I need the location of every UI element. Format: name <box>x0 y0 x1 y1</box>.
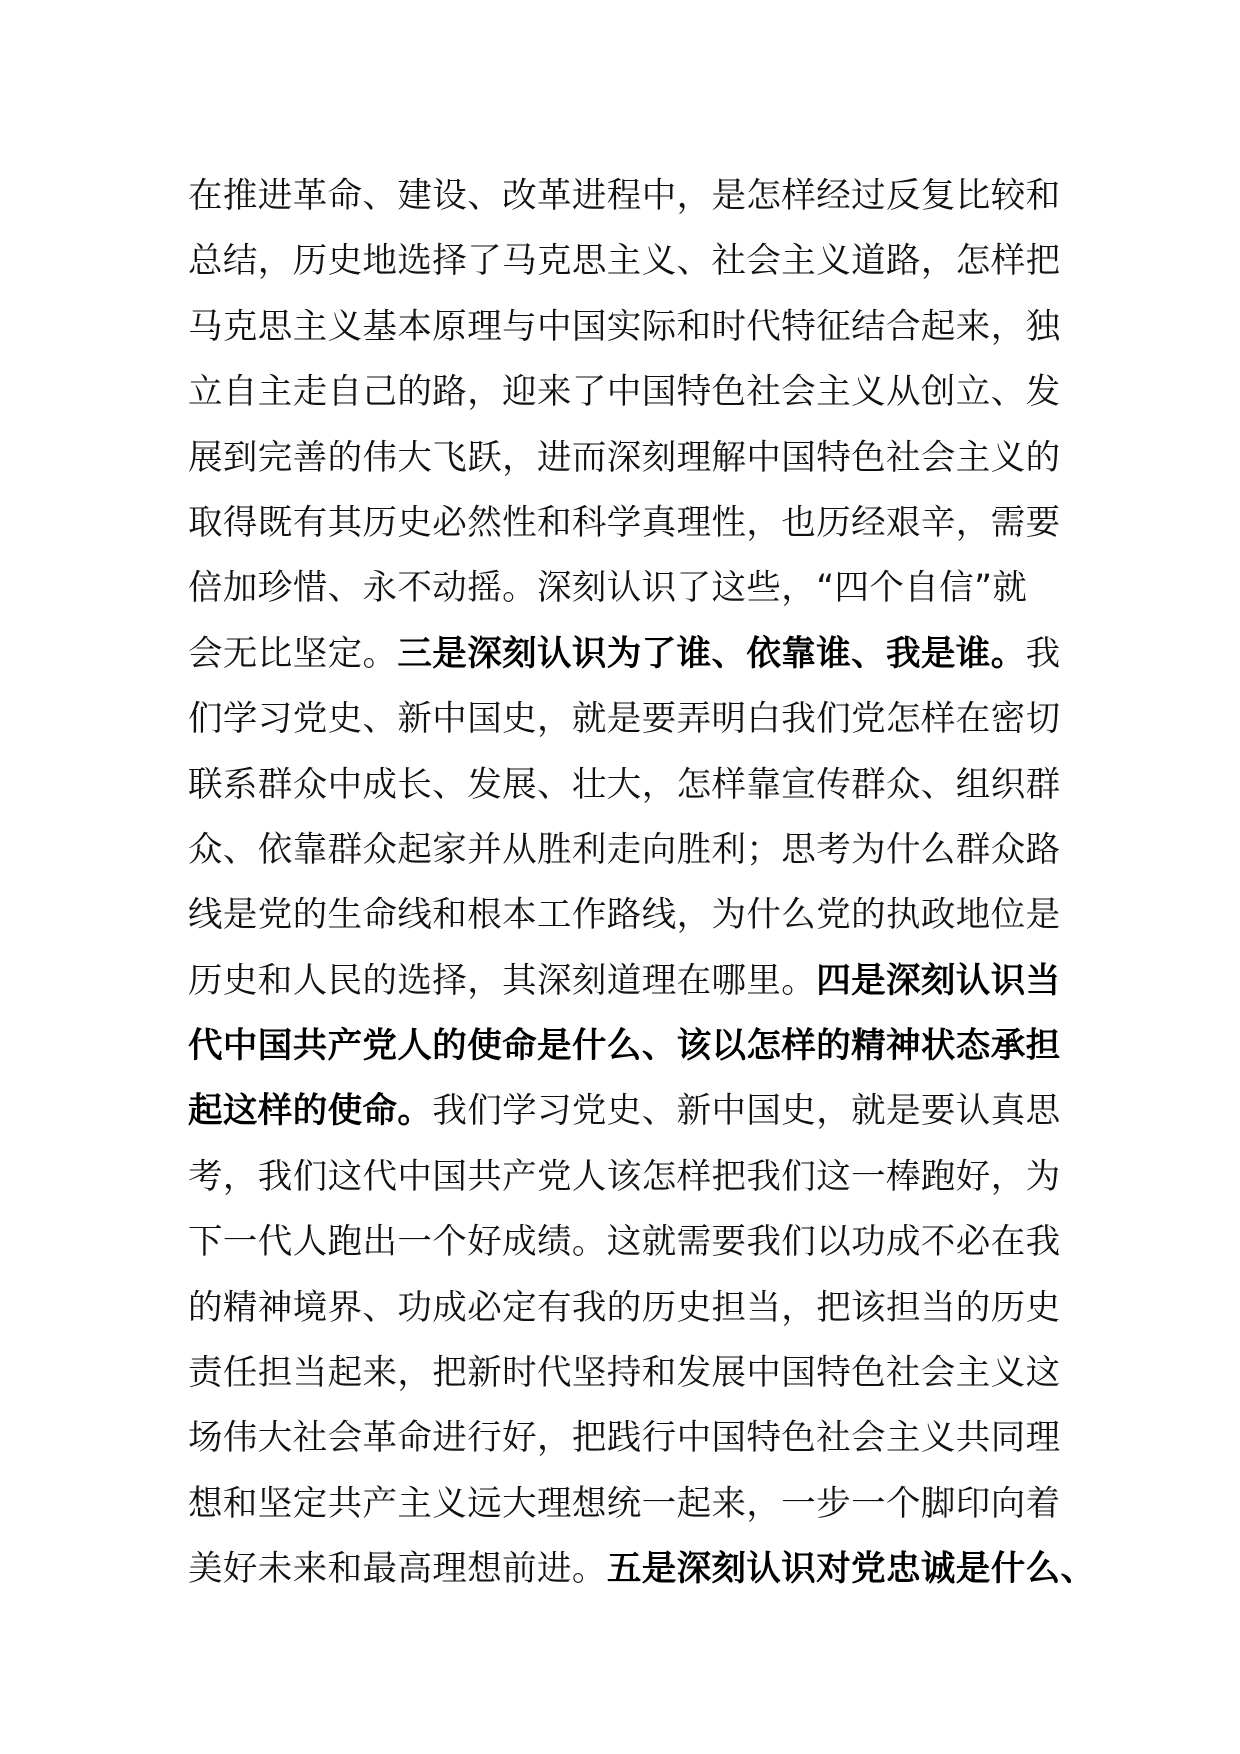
body-text: 我们学习党史、新中国史，就是要认真思 <box>432 1091 1061 1132</box>
body-paragraph <box>188 164 1096 1603</box>
bold-heading-text: 起这样的使命。 <box>188 1091 433 1132</box>
text-line <box>188 622 1068 687</box>
text-line <box>188 360 1068 425</box>
text-line <box>188 1406 1068 1471</box>
body-text: 美好未来和最高理想前进。 <box>188 1549 607 1590</box>
body-text: 在推进革命、建设、改革进程中，是怎样经过反复比较和 <box>188 176 1061 216</box>
body-text: 线是党的生命线和根本工作路线，为什么党的执政地位是 <box>188 895 1061 936</box>
body-text: 取得既有其历史必然性和科学真理性，也历经艰辛，需要 <box>188 502 1061 543</box>
body-text: 们学习党史、新中国史，就是要弄明白我们党怎样在密切 <box>188 699 1061 740</box>
text-line <box>188 556 1068 621</box>
bold-heading-text: 三是深刻认识为了谁、依靠谁、我是谁。 <box>397 633 1026 674</box>
text-line <box>188 1079 1068 1144</box>
body-text: 历史和人民的选择，其深刻道理在哪里。 <box>188 960 817 1001</box>
body-text: 展到完善的伟大飞跃，进而深刻理解中国特色社会主义的 <box>188 437 1061 478</box>
text-line <box>188 1210 1068 1275</box>
bold-heading-text: 四是深刻认识当 <box>816 960 1061 1001</box>
body-text: 联系群众中成长、发展、壮大，怎样靠宣传群众、组织群 <box>188 764 1061 805</box>
text-line <box>188 753 1068 818</box>
body-text: 会无比坚定。 <box>188 633 398 674</box>
body-text: 倍加珍惜、永不动摇。深刻认识了这些，“四个自信”就 <box>188 568 1028 609</box>
body-text: 总结，历史地选择了马克思主义、社会主义道路，怎样把 <box>188 241 1061 282</box>
text-line <box>188 949 1068 1014</box>
body-text: 的精神境界、功成必定有我的历史担当，把该担当的历史 <box>188 1287 1061 1328</box>
text-line <box>188 295 1068 360</box>
body-text: 立自主走自己的路，迎来了中国特色社会主义从创立、发 <box>188 372 1061 413</box>
text-line <box>188 818 1068 883</box>
text-line <box>188 1145 1068 1210</box>
text-line <box>188 1472 1068 1537</box>
body-text: 马克思主义基本原理与中国实际和时代特征结合起来，独 <box>188 306 1061 347</box>
body-text: 责任担当起来，把新时代坚持和发展中国特色社会主义这 <box>188 1353 1061 1394</box>
bold-heading-text: 代中国共产党人的使命是什么、该以怎样的精神状态承担 <box>188 1026 1061 1067</box>
body-text: 场伟大社会革命进行好，把践行中国特色社会主义共同理 <box>188 1418 1061 1459</box>
body-text: 众、依靠群众起家并从胜利走向胜利；思考为什么群众路 <box>188 829 1061 870</box>
text-line <box>188 1537 1096 1602</box>
text-line <box>188 426 1068 491</box>
text-line <box>188 1276 1068 1341</box>
body-text: 想和坚定共产主义远大理想统一起来，一步一个脚印向着 <box>188 1483 1061 1524</box>
text-line <box>188 164 1068 229</box>
text-line <box>188 687 1068 752</box>
body-text: 我 <box>1025 633 1061 674</box>
text-line <box>188 491 1068 556</box>
body-text: 下一代人跑出一个好成绩。这就需要我们以功成不必在我 <box>188 1222 1061 1263</box>
text-line <box>188 1341 1068 1406</box>
bold-heading-text: 五是深刻认识对党忠诚是什么、 <box>606 1549 1096 1590</box>
body-text: 考，我们这代中国共产党人该怎样把我们这一棒跑好，为 <box>188 1156 1061 1197</box>
text-line <box>188 229 1068 294</box>
text-line <box>188 1014 1068 1079</box>
text-line <box>188 883 1068 948</box>
